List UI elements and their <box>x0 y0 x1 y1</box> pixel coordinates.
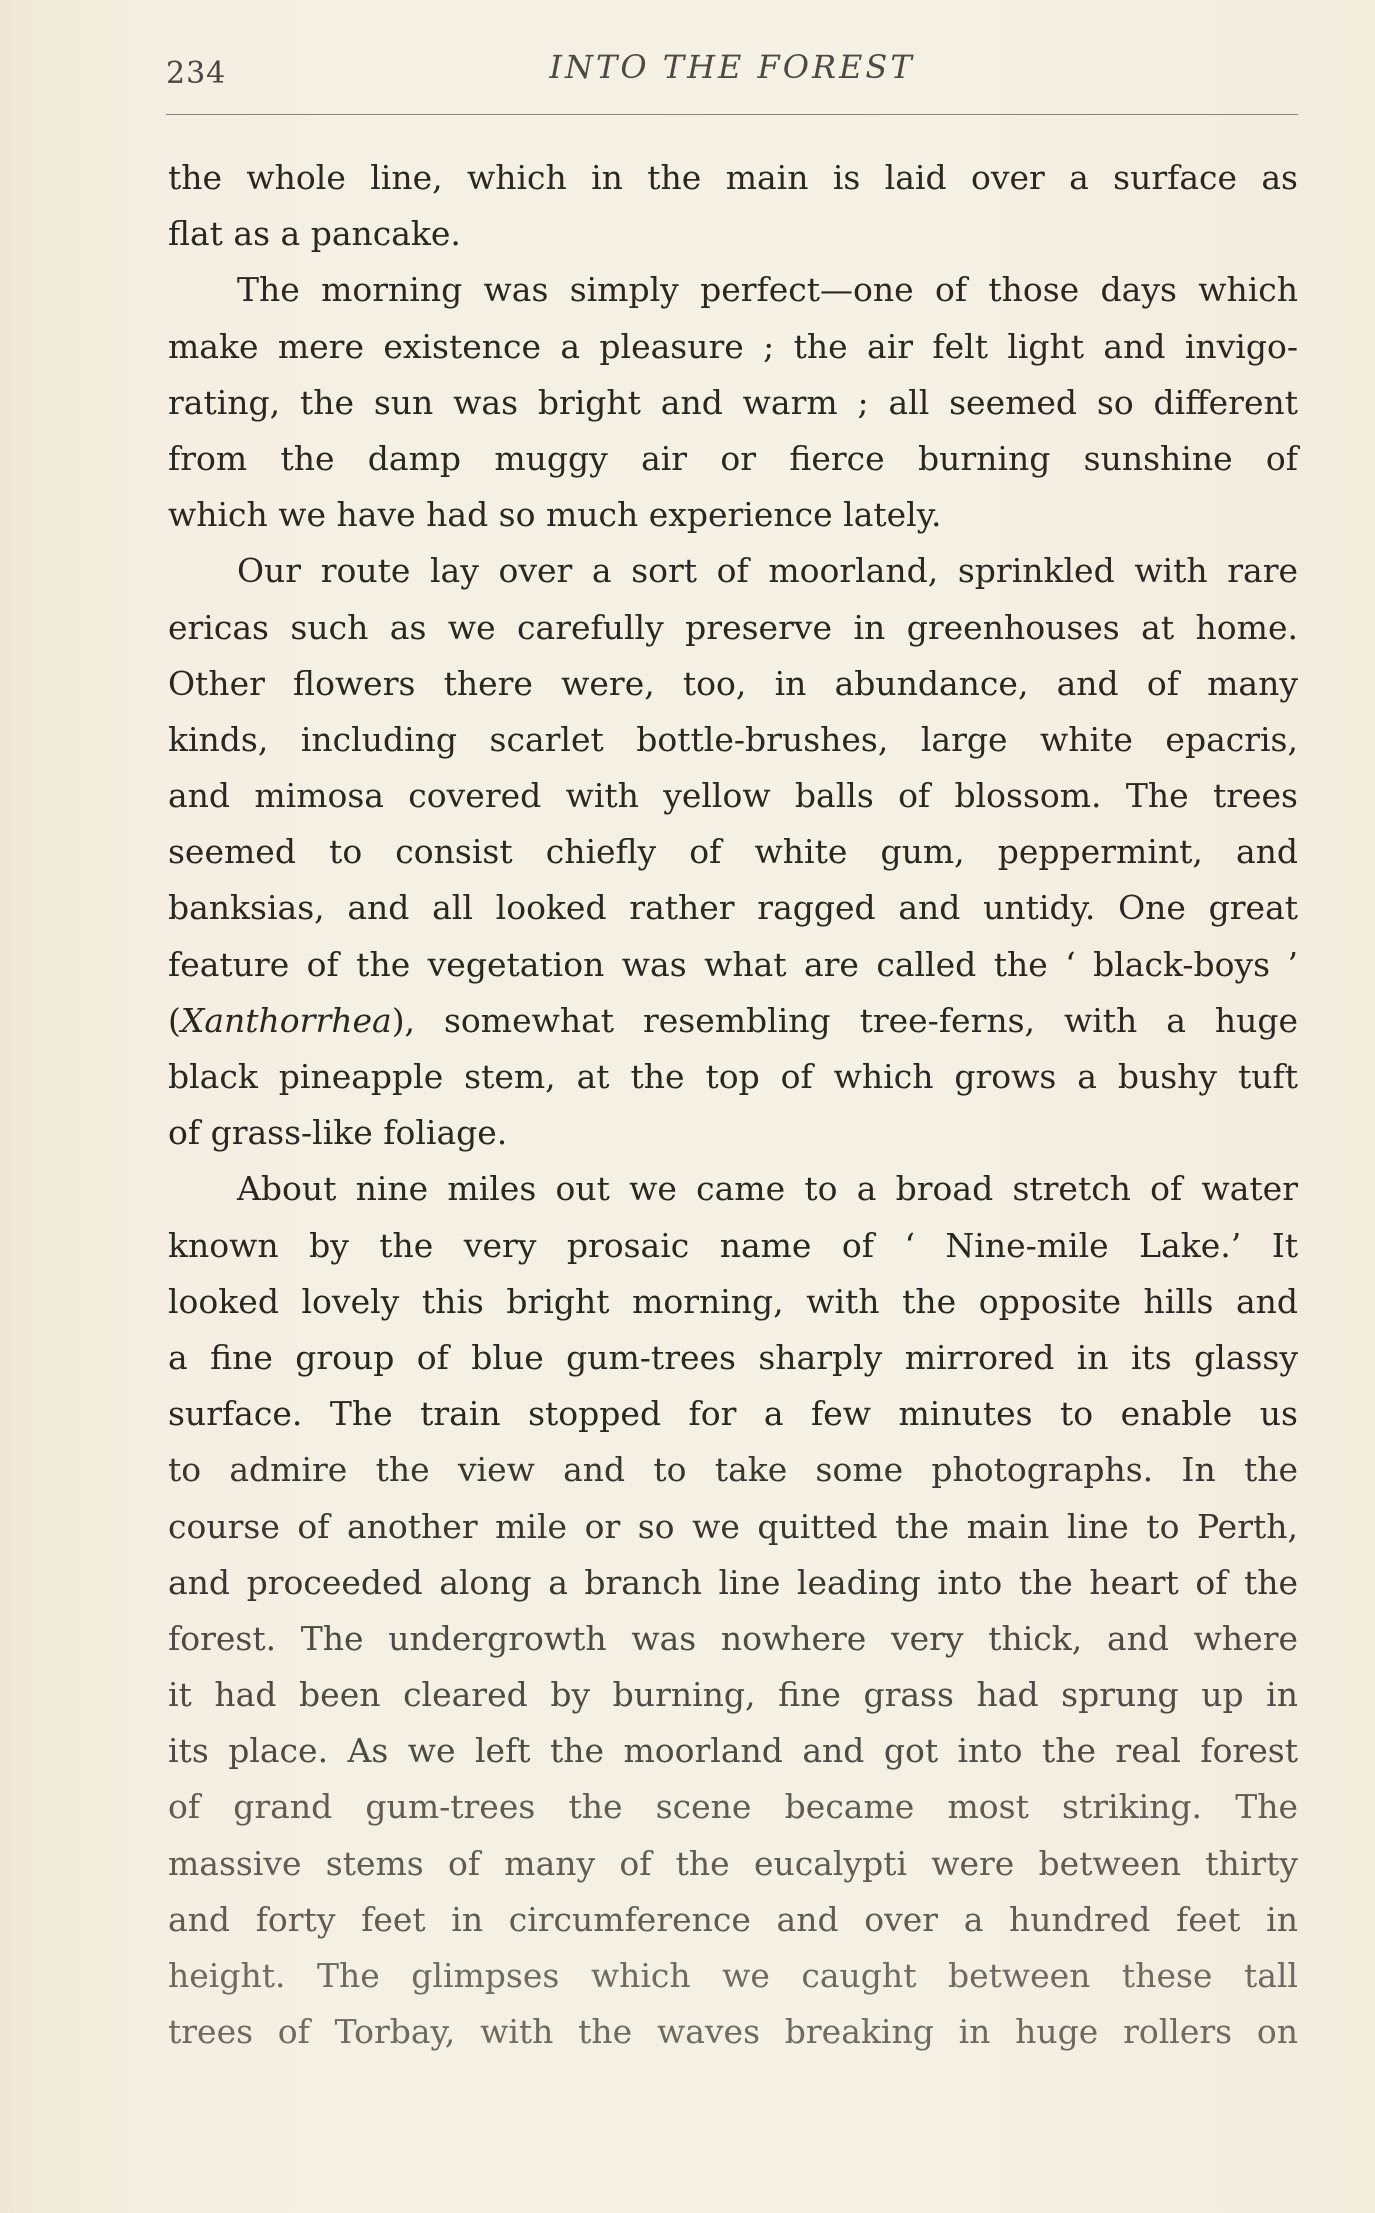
text-segment: ), somewhat resembling tree-ferns, with a huge <box>391 1000 1298 1040</box>
text-line: trees of Torbay, with the waves breaking in huge rollers on <box>168 2012 1298 2052</box>
text-line: height. The glimpses which we caught between these tall <box>168 1956 1298 1995</box>
text-line: its place. As we left the moorland and got into the real forest <box>168 1731 1298 1771</box>
text-line: of grass-like foliage. <box>168 1113 508 1153</box>
text-line: and proceeded along a branch line leading into the heart of the <box>168 1562 1298 1602</box>
italic-term: Xanthorrhea <box>180 1000 392 1040</box>
text-line: kinds, including scarlet bottle-brushes, large white epacris, <box>168 719 1298 759</box>
text-line: known by the very prosaic name of ‘ Nine-mile Lake.’ It <box>168 1225 1298 1265</box>
text-line: a fine group of blue gum-trees sharply mirrored in its glassy <box>168 1337 1298 1377</box>
text-line: and mimosa covered with yellow balls of blossom. The trees <box>168 776 1298 816</box>
text-line: massive stems of many of the eucalypti were between thirty <box>168 1843 1298 1883</box>
running-title: INTO THE FOREST <box>549 48 915 86</box>
text-line: of grand gum-trees the scene became most striking. The <box>168 1787 1298 1827</box>
text-line: rating, the sun was bright and warm ; all seemed so different <box>168 382 1298 422</box>
text-line <box>168 993 1298 1049</box>
text-line: The morning was simply perfect—one of those days which <box>237 270 1298 310</box>
text-line: black pineapple stem, at the top of which grows a bushy tuft <box>168 1057 1298 1096</box>
text-line: and forty feet in circumference and over a hundred feet in <box>168 1899 1298 1939</box>
text-line: ericas such as we carefully preserve in greenhouses at home. <box>168 607 1298 647</box>
text-line: banksias, and all looked rather ragged and untidy. One great <box>168 888 1298 928</box>
text-line: forest. The undergrowth was nowhere very thick, and where <box>168 1618 1298 1658</box>
text-line: to admire the view and to take some photographs. In the <box>168 1450 1298 1490</box>
text-line: make mere existence a pleasure ; the air felt light and invigo- <box>168 326 1298 366</box>
text-segment: ( <box>168 1000 181 1040</box>
text-line: Other flowers there were, too, in abundance, and of many <box>168 663 1298 703</box>
text-line: it had been cleared by burning, fine grass had sprung up in <box>168 1675 1298 1715</box>
text-line: seemed to consist chiefly of white gum, peppermint, and <box>168 832 1298 872</box>
text-line: from the damp muggy air or fierce burning sunshine of <box>168 438 1298 478</box>
text-line: which we have had so much experience lately. <box>168 495 942 535</box>
text-line: the whole line, which in the main is laid over a surface as <box>168 158 1298 197</box>
page-number: 234 <box>166 56 227 91</box>
text-line: feature of the vegetation was what are called the ‘ black-boys ’ <box>168 944 1298 984</box>
page-header <box>166 40 1298 100</box>
text-line: About nine miles out we came to a broad stretch of water <box>237 1169 1298 1209</box>
header-rule <box>166 114 1298 115</box>
text-line: course of another mile or so we quitted the main line to Perth, <box>168 1506 1298 1546</box>
text-line: looked lovely this bright morning, with the opposite hills and <box>168 1281 1298 1321</box>
body-text <box>168 150 1298 2060</box>
text-line: Our route lay over a sort of moorland, sprinkled with rare <box>237 551 1298 591</box>
text-line: flat as a pancake. <box>168 214 461 254</box>
text-line: surface. The train stopped for a few minutes to enable us <box>168 1394 1298 1434</box>
